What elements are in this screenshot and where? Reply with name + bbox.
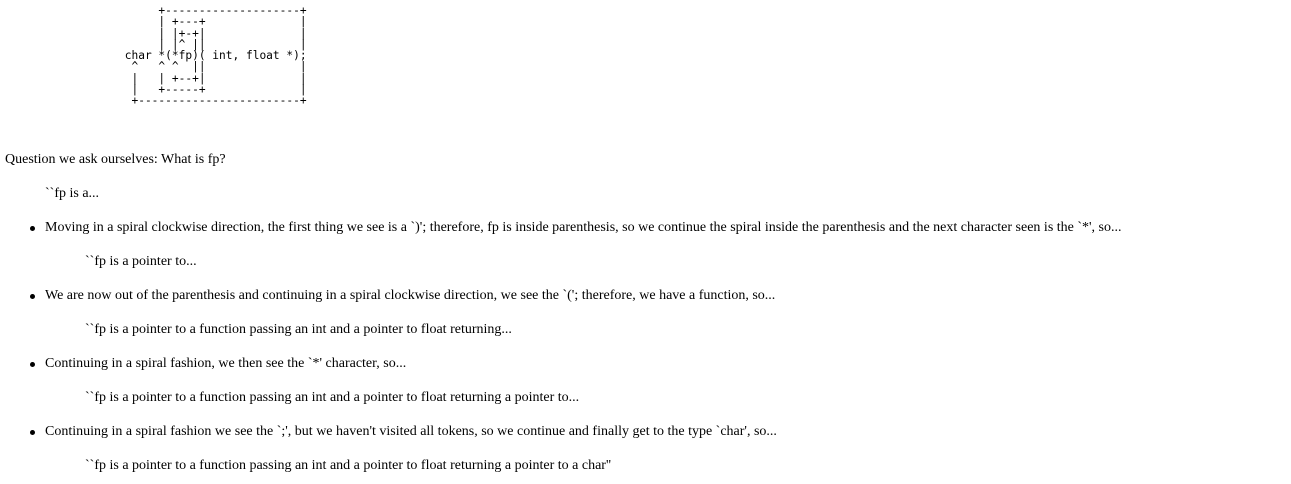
- spiral-diagram: +--------------------+ | +---+ | | |+-+| | | |^ || | char *(*fp)( int, float *); ^ ^ ^ || | | | +--+| | | +-----+ | +------------------------+: [124, 4, 307, 108]
- bullet-icon: [30, 430, 35, 435]
- step-quote: ``fp is a pointer to a function passing an int and a pointer to float returning a pointer to...: [85, 390, 580, 405]
- step-text: Continuing in a spiral fashion, we then see the `*' character, so...: [45, 356, 407, 371]
- step-quote: ``fp is a pointer to a function passing an int and a pointer to float returning...: [85, 322, 512, 337]
- question-text: Question we ask ourselves: What is fp?: [5, 152, 226, 167]
- bullet-icon: [30, 294, 35, 299]
- step-quote: ``fp is a pointer to a function passing an int and a pointer to float returning a pointer to a char'': [85, 458, 611, 473]
- step-text: Moving in a spiral clockwise direction, the first thing we see is a `)'; therefore, fp is inside parenthesis, so we continue the spiral inside the parenthesis and the next character seen is the `*', so...: [45, 220, 1122, 235]
- intro-quote: ``fp is a...: [45, 186, 100, 201]
- bullet-icon: [30, 226, 35, 231]
- step-text: Continuing in a spiral fashion we see the `;', but we haven't visited all tokens, so we continue and finally get to the type `char', so...: [45, 424, 777, 439]
- step-text: We are now out of the parenthesis and continuing in a spiral clockwise direction, we see the `('; therefore, we have a function, so...: [45, 288, 776, 303]
- bullet-icon: [30, 362, 35, 367]
- step-quote: ``fp is a pointer to...: [85, 254, 197, 269]
